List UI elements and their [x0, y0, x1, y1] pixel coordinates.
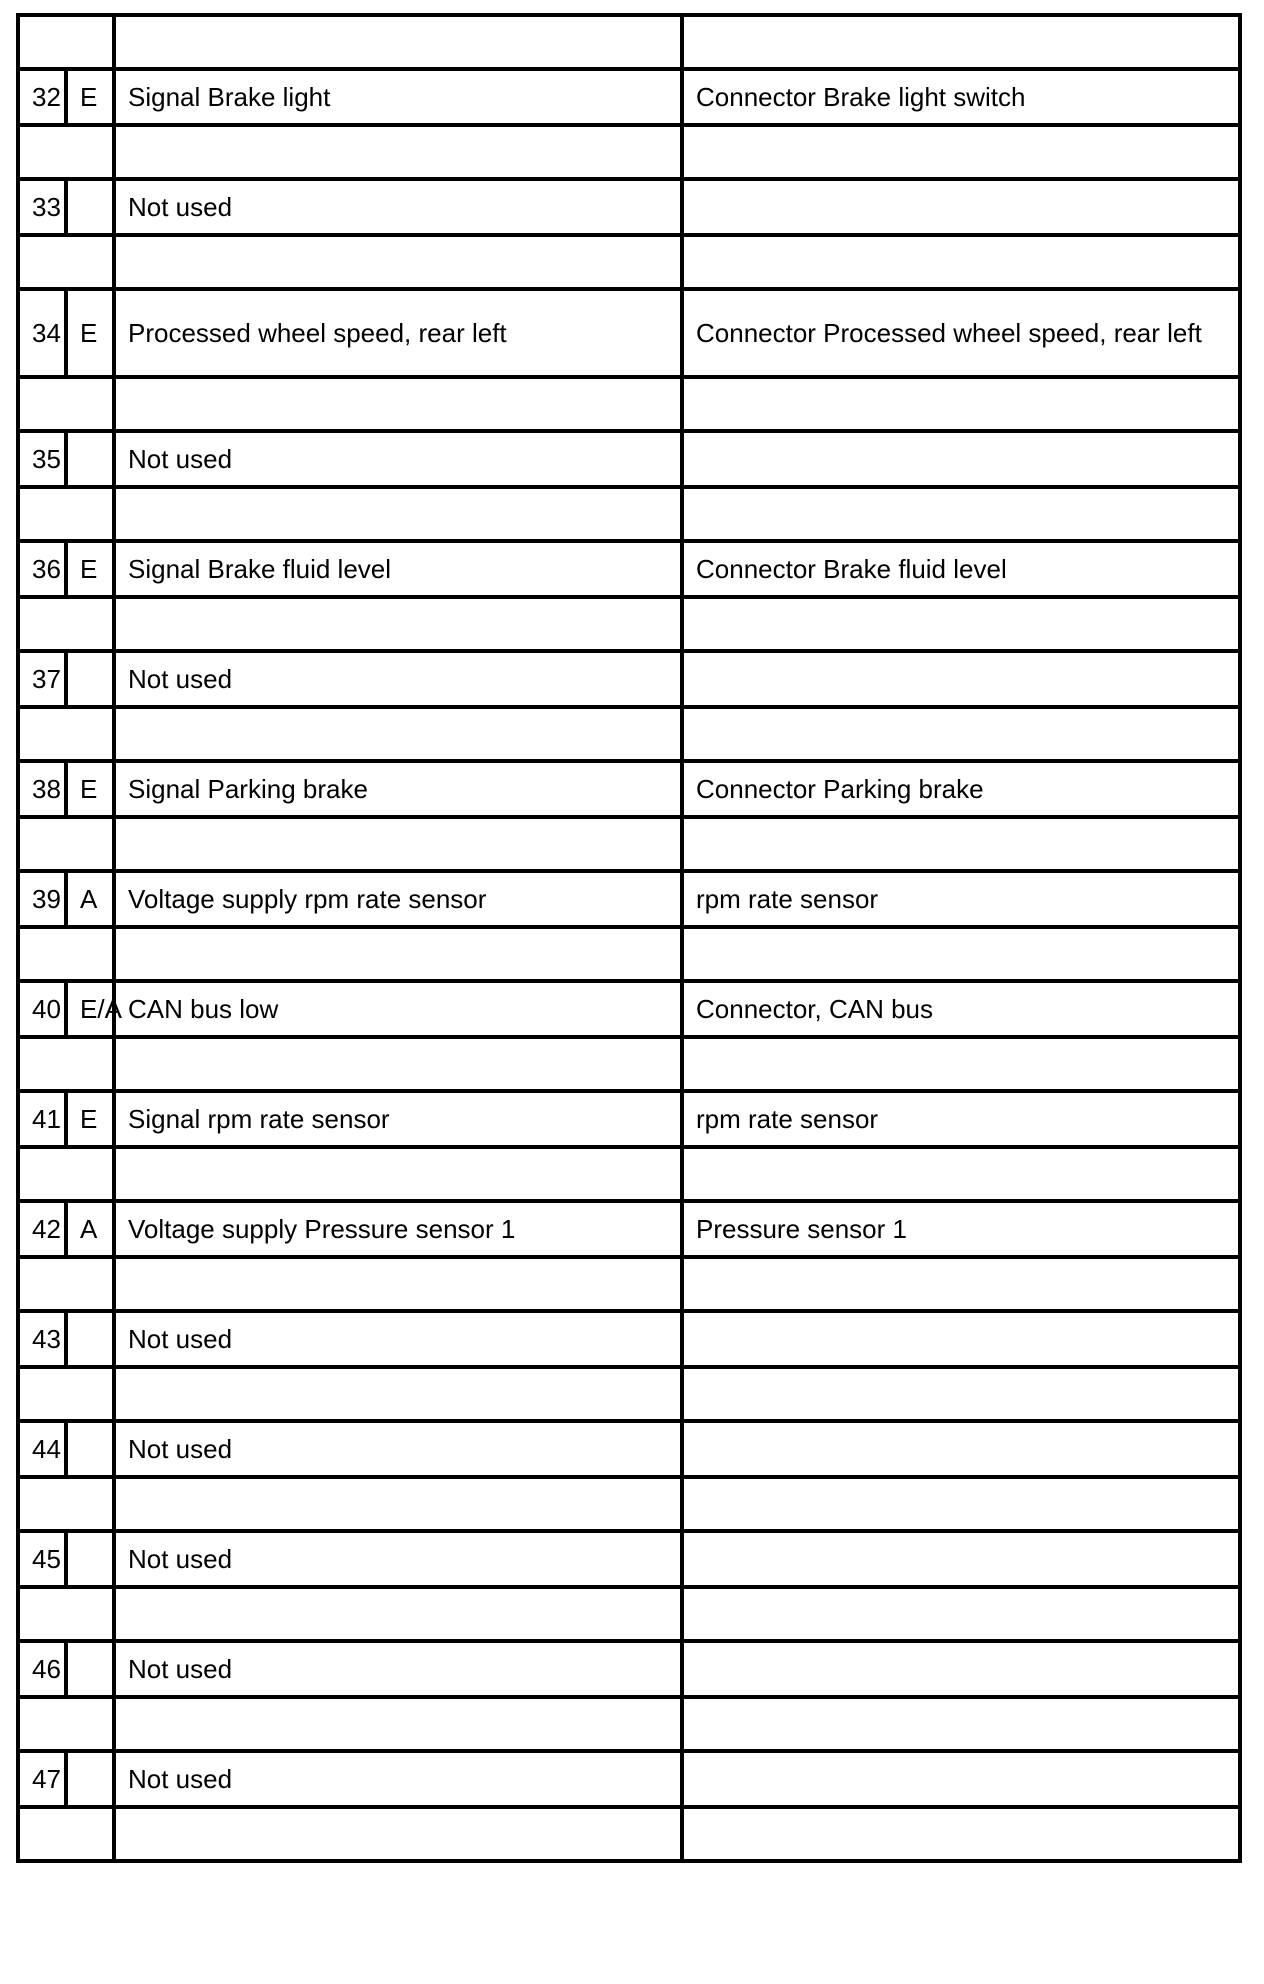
pin-connection — [682, 1751, 1240, 1807]
pin-number: 33 — [18, 179, 66, 235]
pin-connection: Connector Brake light switch — [682, 69, 1240, 125]
signal-direction — [66, 651, 114, 707]
pin-assignment-table — [16, 13, 1242, 1863]
pin-number: 43 — [18, 1311, 66, 1367]
pin-number: 42 — [18, 1201, 66, 1257]
spacer-cell — [114, 1587, 682, 1641]
pin-number: 32 — [18, 69, 66, 125]
spacer-cell — [18, 1587, 114, 1641]
spacer-cell — [682, 927, 1240, 981]
spacer-cell — [18, 1037, 114, 1091]
spacer-cell — [682, 1147, 1240, 1201]
spacer-cell — [682, 707, 1240, 761]
spacer-cell — [114, 377, 682, 431]
spacer-cell — [114, 707, 682, 761]
spacer-row — [18, 15, 1240, 69]
spacer-cell — [114, 1807, 682, 1861]
spacer-cell — [682, 597, 1240, 651]
spacer-cell — [18, 1807, 114, 1861]
spacer-cell — [114, 1697, 682, 1751]
spacer-cell — [18, 1367, 114, 1421]
table-row — [18, 981, 1240, 1037]
table-row — [18, 1201, 1240, 1257]
table-row — [18, 541, 1240, 597]
signal-direction: A — [66, 1201, 114, 1257]
table-row — [18, 1751, 1240, 1807]
spacer-row — [18, 1037, 1240, 1091]
signal-direction: E — [66, 1091, 114, 1147]
pin-connection — [682, 431, 1240, 487]
spacer-row — [18, 597, 1240, 651]
pin-number: 44 — [18, 1421, 66, 1477]
signal-direction — [66, 431, 114, 487]
spacer-cell — [18, 15, 114, 69]
table-row — [18, 651, 1240, 707]
spacer-cell — [114, 1037, 682, 1091]
spacer-cell — [114, 125, 682, 179]
table-row — [18, 1311, 1240, 1367]
spacer-cell — [18, 1147, 114, 1201]
pin-number: 36 — [18, 541, 66, 597]
spacer-row — [18, 377, 1240, 431]
spacer-cell — [18, 487, 114, 541]
spacer-cell — [114, 1367, 682, 1421]
pin-function: Not used — [114, 1751, 682, 1807]
signal-direction — [66, 1531, 114, 1587]
pin-connection — [682, 179, 1240, 235]
spacer-row — [18, 235, 1240, 289]
pin-connection — [682, 1641, 1240, 1697]
pin-connection: rpm rate sensor — [682, 1091, 1240, 1147]
pin-function: Not used — [114, 431, 682, 487]
spacer-cell — [18, 597, 114, 651]
spacer-cell — [114, 1477, 682, 1531]
spacer-row — [18, 1257, 1240, 1311]
pin-function: Not used — [114, 1641, 682, 1697]
spacer-cell — [682, 235, 1240, 289]
spacer-cell — [18, 817, 114, 871]
spacer-row — [18, 487, 1240, 541]
spacer-cell — [18, 1697, 114, 1751]
signal-direction: E — [66, 289, 114, 377]
pin-function: Not used — [114, 1531, 682, 1587]
spacer-cell — [114, 1147, 682, 1201]
spacer-row — [18, 927, 1240, 981]
pin-function: Voltage supply Pressure sensor 1 — [114, 1201, 682, 1257]
pin-function: CAN bus low — [114, 981, 682, 1037]
spacer-cell — [18, 927, 114, 981]
signal-direction — [66, 1641, 114, 1697]
spacer-row — [18, 1367, 1240, 1421]
pin-number: 35 — [18, 431, 66, 487]
spacer-cell — [114, 927, 682, 981]
pin-number: 40 — [18, 981, 66, 1037]
pin-connection: Connector Parking brake — [682, 761, 1240, 817]
pin-function: Not used — [114, 1421, 682, 1477]
pin-number: 34 — [18, 289, 66, 377]
table-row — [18, 1641, 1240, 1697]
pin-function: Signal rpm rate sensor — [114, 1091, 682, 1147]
spacer-cell — [18, 125, 114, 179]
pin-function: Signal Brake fluid level — [114, 541, 682, 597]
pin-number: 37 — [18, 651, 66, 707]
table-row — [18, 1091, 1240, 1147]
spacer-row — [18, 1147, 1240, 1201]
table-row — [18, 1421, 1240, 1477]
spacer-cell — [682, 125, 1240, 179]
table-row — [18, 179, 1240, 235]
spacer-row — [18, 817, 1240, 871]
pin-connection: Connector Processed wheel speed, rear left — [682, 289, 1240, 377]
spacer-row — [18, 707, 1240, 761]
pin-connection — [682, 1531, 1240, 1587]
spacer-cell — [114, 1257, 682, 1311]
spacer-cell — [18, 377, 114, 431]
spacer-cell — [18, 235, 114, 289]
spacer-cell — [682, 1037, 1240, 1091]
spacer-cell — [682, 1477, 1240, 1531]
signal-direction: E — [66, 541, 114, 597]
pin-function: Signal Brake light — [114, 69, 682, 125]
pin-connection — [682, 1421, 1240, 1477]
spacer-cell — [18, 707, 114, 761]
pin-number: 38 — [18, 761, 66, 817]
signal-direction — [66, 1751, 114, 1807]
pin-connection: Connector Brake fluid level — [682, 541, 1240, 597]
pin-function: Not used — [114, 1311, 682, 1367]
spacer-cell — [682, 1697, 1240, 1751]
table-row — [18, 431, 1240, 487]
spacer-row — [18, 1477, 1240, 1531]
pin-number: 47 — [18, 1751, 66, 1807]
spacer-cell — [682, 15, 1240, 69]
spacer-row — [18, 1807, 1240, 1861]
pin-connection — [682, 651, 1240, 707]
pin-number: 41 — [18, 1091, 66, 1147]
pin-number: 45 — [18, 1531, 66, 1587]
spacer-cell — [682, 377, 1240, 431]
signal-direction: E — [66, 761, 114, 817]
spacer-cell — [682, 1367, 1240, 1421]
signal-direction: A — [66, 871, 114, 927]
spacer-cell — [114, 235, 682, 289]
spacer-cell — [114, 15, 682, 69]
pin-connection: rpm rate sensor — [682, 871, 1240, 927]
spacer-cell — [682, 1257, 1240, 1311]
table-row — [18, 871, 1240, 927]
pin-number: 39 — [18, 871, 66, 927]
spacer-row — [18, 1587, 1240, 1641]
spacer-row — [18, 1697, 1240, 1751]
pin-function: Processed wheel speed, rear left — [114, 289, 682, 377]
spacer-cell — [18, 1477, 114, 1531]
table-row — [18, 761, 1240, 817]
signal-direction — [66, 179, 114, 235]
table-row — [18, 69, 1240, 125]
table-row — [18, 1531, 1240, 1587]
signal-direction: E — [66, 69, 114, 125]
pin-connection — [682, 1311, 1240, 1367]
pin-number: 46 — [18, 1641, 66, 1697]
pin-function: Signal Parking brake — [114, 761, 682, 817]
pin-function: Voltage supply rpm rate sensor — [114, 871, 682, 927]
pin-function: Not used — [114, 651, 682, 707]
table-row — [18, 289, 1240, 377]
spacer-cell — [114, 817, 682, 871]
signal-direction — [66, 1421, 114, 1477]
pin-connection: Connector, CAN bus — [682, 981, 1240, 1037]
spacer-row — [18, 125, 1240, 179]
spacer-cell — [682, 817, 1240, 871]
signal-direction: E/A — [66, 981, 114, 1037]
spacer-cell — [682, 1807, 1240, 1861]
pin-function: Not used — [114, 179, 682, 235]
spacer-cell — [114, 597, 682, 651]
spacer-cell — [682, 1587, 1240, 1641]
pin-connection: Pressure sensor 1 — [682, 1201, 1240, 1257]
spacer-cell — [18, 1257, 114, 1311]
spacer-cell — [682, 487, 1240, 541]
signal-direction — [66, 1311, 114, 1367]
spacer-cell — [114, 487, 682, 541]
